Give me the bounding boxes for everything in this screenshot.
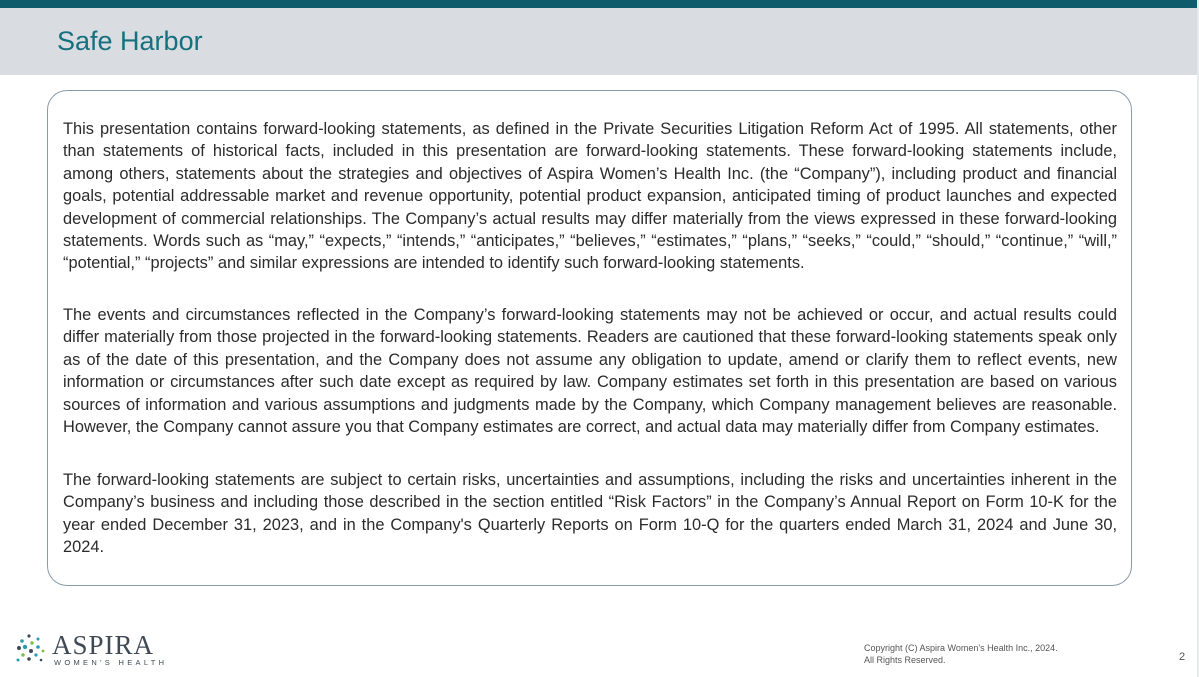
paragraph-1: This presentation contains forward-looking statements, as defined in the Private Securities Litigation Reform Act of 1995. All statements, other than statements of historical facts, included in this presentation are forward-looking statements. These forward-looking statements include, among others, statements about the strategies and objectives of Aspira Women’s Health Inc. (the “Company”), including product and financial goals, potential addressable market and revenue opportunity, potential product expansion, anticipated timing of product launches and expected development of commercial relationships. The Company’s actual results may differ materially from the views expressed in these forward-looking statements. Words such as “may,” “expects,” “intends,” “anticipates,” “believes,” “estimates,” “plans,” “seeks,” “could,” “should,” “continue,” “will,” “potential,” “projects” and similar expressions are intended to identify such forward-looking statements.: [63, 120, 1117, 273]
copyright-notice: [864, 643, 1058, 666]
copyright-line-2: All Rights Reserved.: [864, 654, 946, 665]
logo-dots-icon: [12, 630, 50, 668]
top-accent-bar: [0, 0, 1199, 8]
paragraph-2: The events and circumstances reflected in the Company’s forward-looking statements may not be achieved or occur, and actual results could differ materially from those projected in the forward-looking statements. Readers are cautioned that these forward-looking statements speak only as of the date of this presentation, and the Company does not assume any obligation to update, amend or clarify them to reflect events, new information or circumstances after such date except as required by law. Company estimates set forth in this presentation are based on various sources of information and various assumptions and judgments made by the Company, which Company management believes are reasonable. However, the Company cannot assure you that Company estimates are correct, and actual data may materially differ from Company estimates.: [63, 306, 1117, 437]
paragraph-3: The forward-looking statements are subject to certain risks, uncertainties and assumptions, including the risks and uncertainties inherent in the Company’s business and including those described in the section entitled “Risk Factors” in the Company’s Annual Report on Form 10-K for the year ended December 31, 2023, and in the Company's Quarterly Reports on Form 10-Q for the quarters ended March 31, 2024 and June 30, 2024.: [63, 471, 1117, 557]
logo-wordmark: ASPIRA: [52, 630, 155, 660]
logo-tagline: WOMEN'S HEALTH: [54, 658, 168, 667]
aspira-logo: [12, 630, 182, 670]
copyright-line-1: Copyright (C) Aspira Women's Health Inc., 2024.: [864, 643, 1058, 653]
slide-title: Safe Harbor: [57, 26, 203, 56]
page-number: 2: [1179, 651, 1186, 663]
